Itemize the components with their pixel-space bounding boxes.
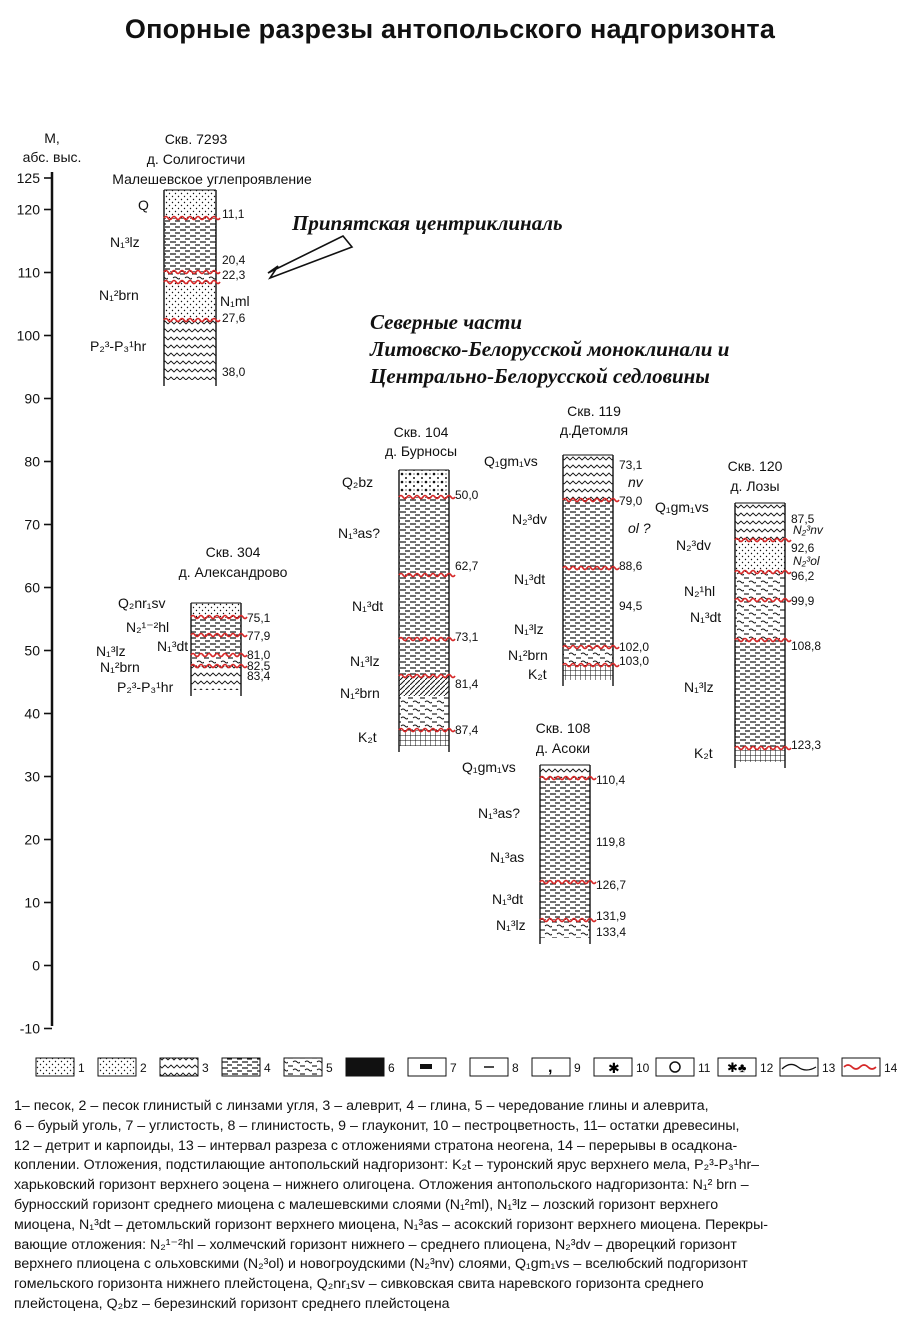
strat-label: K₂t [694,745,713,761]
strat-label: N₂¹⁻²hl [126,619,170,635]
legend-item [98,1058,147,1076]
axis-tick-label: 70 [24,516,40,533]
depth-label: 133,4 [596,925,627,939]
strat-label: N₁³dt [157,638,189,654]
legend-item [718,1058,774,1076]
axis-tick-label: 60 [24,579,40,596]
legend-item [284,1058,333,1076]
strat-label: N₁³lz [684,679,714,695]
depth-label: 87,5 [791,512,815,526]
strat-label: N₁³lz [110,234,140,250]
strat-label: Q₂nr₁sv [118,595,166,611]
svg-text:д.Детомля: д.Детомля [559,422,629,438]
strat-label: N₂³dv [676,537,711,553]
legend-label: 11 [698,1061,711,1075]
rock-layer [540,920,590,938]
depth-label: 102,0 [619,640,650,654]
legend-label: 10 [636,1061,650,1075]
rock-layer [735,600,785,640]
well-column [399,470,479,752]
svg-text:д. Бурносы: д. Бурносы [384,443,458,459]
svg-text:Скв. 7293: Скв. 7293 [164,131,228,147]
caption-line: миоцена, N₁³dt – детомльский горизонт верхнего миоцена, N₁³as – асокский горизонт верхнего миоцена. Перекры- [14,1216,768,1233]
depth-label: 11,1 [222,207,245,221]
rock-layer [563,665,613,680]
rock-layer [540,882,590,920]
rock-layer [399,730,449,746]
well-header-104 [385,424,457,459]
strat-label: P₂³-P₃¹hr [117,679,174,695]
legend-label: 5 [326,1061,333,1075]
well-column [540,765,626,944]
svg-text:Скв. 104: Скв. 104 [393,424,449,440]
depth-label: 87,4 [455,723,479,737]
depth-label: 75,1 [247,611,271,625]
svg-text:Малешевское углепроявление: Малешевское углепроявление [112,171,312,187]
caption-line: 6 – бурый уголь, 7 – углистость, 8 – глинистость, 9 – глауконит, 10 – пестроцветность, 11– остатки древесины, [14,1117,740,1134]
strat-label: nv [628,474,643,490]
rock-layer [164,282,216,320]
depth-label: 103,0 [619,654,650,668]
axis-tick-label: -10 [19,1020,40,1037]
strat-label: K₂t [358,729,377,745]
rock-layer [735,748,785,762]
well-header-120 [728,458,783,494]
legend-item [222,1058,271,1076]
axis-tick-label: 50 [24,642,40,659]
legend-item [780,1058,836,1076]
caption-line: верхнего плиоцена с ольховскими (N₂³ol) и новогроудскими (N₂³nv) слоями, Q₁gm₁vs – вселюбский подгоризонт [14,1256,748,1273]
svg-text:Скв. 120: Скв. 120 [727,458,783,474]
depth-label: 27,6 [222,311,246,325]
rock-layer [563,500,613,568]
caption [14,1097,890,1315]
depth-label: 81,4 [455,677,479,691]
axis-unit-label: М, [44,130,60,146]
caption-line: коплении. Отложения, подстилающие антопольский надгоризонт: K₂t – туронский ярус верхнего мела, P₂³-P₃¹hr– [14,1157,760,1174]
caption-line: гомельского горизонта нижнего плейстоцена, Q₂nr₁sv – сивковская свита наревского горизонта среднего [14,1276,704,1293]
legend-label: 13 [822,1061,836,1075]
caption-line: харьковский горизонт верхнего эоцена – нижнего олигоцена. Отложения антопольского надгоризонта: N₁² brn – [14,1177,749,1194]
depth-label: 73,1 [619,458,643,472]
axis-tick-label: 125 [16,170,40,186]
depth-label: 123,3 [791,738,822,752]
strat-label: K₂t [528,666,547,682]
strat-label: N₁ml [220,293,250,309]
rock-layer [191,617,241,635]
rock-layer [399,575,449,639]
legend-item [470,1058,519,1076]
axis-tick-label: 40 [24,705,40,722]
legend-item [594,1058,650,1076]
rock-layer [164,190,216,218]
depth-label: 79,0 [619,494,643,508]
strat-label: P₂³-P₃¹hr [90,338,147,354]
depth-label: 50,0 [455,488,479,502]
axis-tick-label: 90 [24,390,40,407]
well-header-7293 [112,131,312,187]
svg-text:д. Александрово: д. Александрово [178,564,288,580]
depth-label: 73,1 [455,630,479,644]
region-north-1: Северные части [370,310,523,334]
depth-label: 96,2 [791,569,815,583]
well-column [164,190,246,386]
strat-label: N₁³as [490,849,525,865]
legend-label: 1 [78,1061,85,1075]
strat-label: N₂³nv [793,523,823,537]
strat-label: N₁²brn [99,287,139,303]
legend-label: 7 [450,1061,457,1075]
depth-label: 81,0 [247,648,271,662]
legend-label: 3 [202,1061,209,1075]
caption-line: вающие отложения: N₂¹⁻²hl – холмечский горизонт нижнего – среднего плиоцена, N₂³dv – дворецкий горизонт [14,1236,737,1253]
rock-layer [735,572,785,600]
rock-layer [735,640,785,748]
svg-text:✱♣: ✱♣ [727,1060,747,1075]
legend-label: 4 [264,1061,271,1075]
rock-layer [399,470,449,497]
caption-line: плейстоцена, Q₂bz – березинский горизонт среднего плейстоцена [14,1295,450,1312]
depth-label: 38,0 [222,365,246,379]
strat-label: Q₂bz [342,474,374,490]
region-pripyat: Припятская центриклиналь [292,211,563,235]
strat-label: N₁³as? [478,805,521,821]
axis-tick-label: 10 [24,894,40,911]
legend-label: 9 [574,1061,581,1075]
elevation-axis [17,130,82,1037]
depth-label: 82,5 [247,659,271,673]
strat-label: N₁³lz [96,643,126,659]
well-header-108 [536,720,591,756]
strat-label: N₁²brn [100,659,140,675]
well-header-304 [179,544,288,580]
depth-label: 62,7 [455,559,479,573]
legend-label: 2 [140,1061,147,1075]
axis-tick-label: 30 [24,768,40,785]
rock-layer [191,635,241,655]
well-column [191,603,271,696]
rock-layer [399,696,449,730]
depth-label: 126,7 [596,878,627,892]
legend-label: 6 [388,1061,395,1075]
svg-text:д. Асоки: д. Асоки [535,740,591,756]
axis-tick-label: 110 [17,264,40,281]
axis-tick-label: 100 [16,327,40,344]
svg-text:Скв. 119: Скв. 119 [567,403,621,419]
legend-item [160,1058,209,1076]
page-title: Опорные разрезы антопольского надгоризонта [124,14,776,44]
svg-text:Скв. 304: Скв. 304 [205,544,261,560]
svg-text:✱: ✱ [608,1060,620,1076]
strat-label: Q₁gm₁vs [462,759,516,775]
depth-label: 119,8 [596,835,626,849]
strat-label: N₁³as? [338,525,381,541]
strat-label: N₁³lz [514,621,544,637]
strat-label: N₂³ol [793,554,820,568]
rock-layer [399,676,449,696]
rock-layer [735,503,785,540]
depth-label: 110,4 [596,773,626,787]
strat-label: N₁³lz [350,653,380,669]
region-north-3: Центрально-Белорусской седловины [370,364,710,388]
legend-item [842,1058,898,1076]
axis-tick-label: 20 [24,831,40,848]
depth-label: 92,6 [791,541,815,555]
svg-text:д. Солигостичи: д. Солигостичи [146,151,246,167]
rock-layer [563,647,613,665]
legend-label: 14 [884,1061,898,1075]
caption-line: бурносский горизонт среднего миоцена с малешевскими слоями (N₁²ml), N₁³lz – лозский горизонт верхнего [14,1196,719,1213]
strat-label: N₁³dt [690,609,722,625]
legend-item [346,1058,395,1076]
depth-label: 77,9 [247,629,271,643]
depth-label: 88,6 [619,559,643,573]
axis-tick-label: 120 [16,201,40,218]
strat-label: N₁³dt [514,571,546,587]
strat-label: N₂¹hl [684,583,716,599]
strat-label: N₁³dt [352,598,384,614]
well-column [735,503,821,768]
depth-label: 99,9 [791,594,815,608]
depth-label: 22,3 [222,268,246,282]
caption-line: 12 – детрит и карпоиды, 13 – интервал разреза с отложениями стратона неогена, 14 – перерывы в осадкона- [14,1137,738,1154]
svg-text:,: , [548,1059,553,1076]
svg-text:Скв. 108: Скв. 108 [535,720,591,736]
rock-layer [563,455,613,500]
strat-label: ol ? [628,520,651,536]
legend-label: 12 [760,1061,774,1075]
axis-tick-label: 0 [32,957,40,974]
legend-item [36,1058,85,1076]
legend-label: 8 [512,1061,519,1075]
depth-label: 94,5 [619,599,643,613]
legend-item [532,1058,581,1076]
arrow-icon [268,236,352,278]
region-north-2: Литовско-Белорусской моноклинали и [370,337,730,361]
rock-layer [540,778,590,882]
strat-label: Q₁gm₁vs [655,499,709,515]
axis-unit-label-2: абс. выс. [22,149,82,165]
depth-label: 83,4 [247,669,271,683]
rock-layer [164,320,216,380]
depth-label: 131,9 [596,909,627,923]
strat-label: Q [138,197,149,213]
rock-layer [735,540,785,572]
axis-tick-label: 80 [24,453,40,470]
strat-label: N₁²brn [508,647,548,663]
depth-label: 108,8 [791,639,822,653]
rock-layer [563,568,613,647]
legend-item [408,1058,457,1076]
well-header-119 [560,403,628,438]
rock-layer [164,218,216,272]
rock-layer [399,497,449,575]
legend [12,1048,898,1088]
svg-text:д. Лозы: д. Лозы [730,478,780,494]
rock-layer [399,639,449,676]
legend-item [656,1058,711,1076]
strat-label: N₁³lz [496,917,526,933]
strat-label: Q₁gm₁vs [484,453,538,469]
depth-label: 20,4 [222,253,246,267]
rock-layer [191,666,241,690]
strat-label: N₂³dv [512,511,547,527]
strat-label: N₁²brn [340,685,380,701]
caption-line: 1– песок, 2 – песок глинистый с линзами угля, 3 – алеврит, 4 – глина, 5 – чередование глины и алеврита, [14,1098,709,1114]
strat-label: N₁³dt [492,891,524,907]
